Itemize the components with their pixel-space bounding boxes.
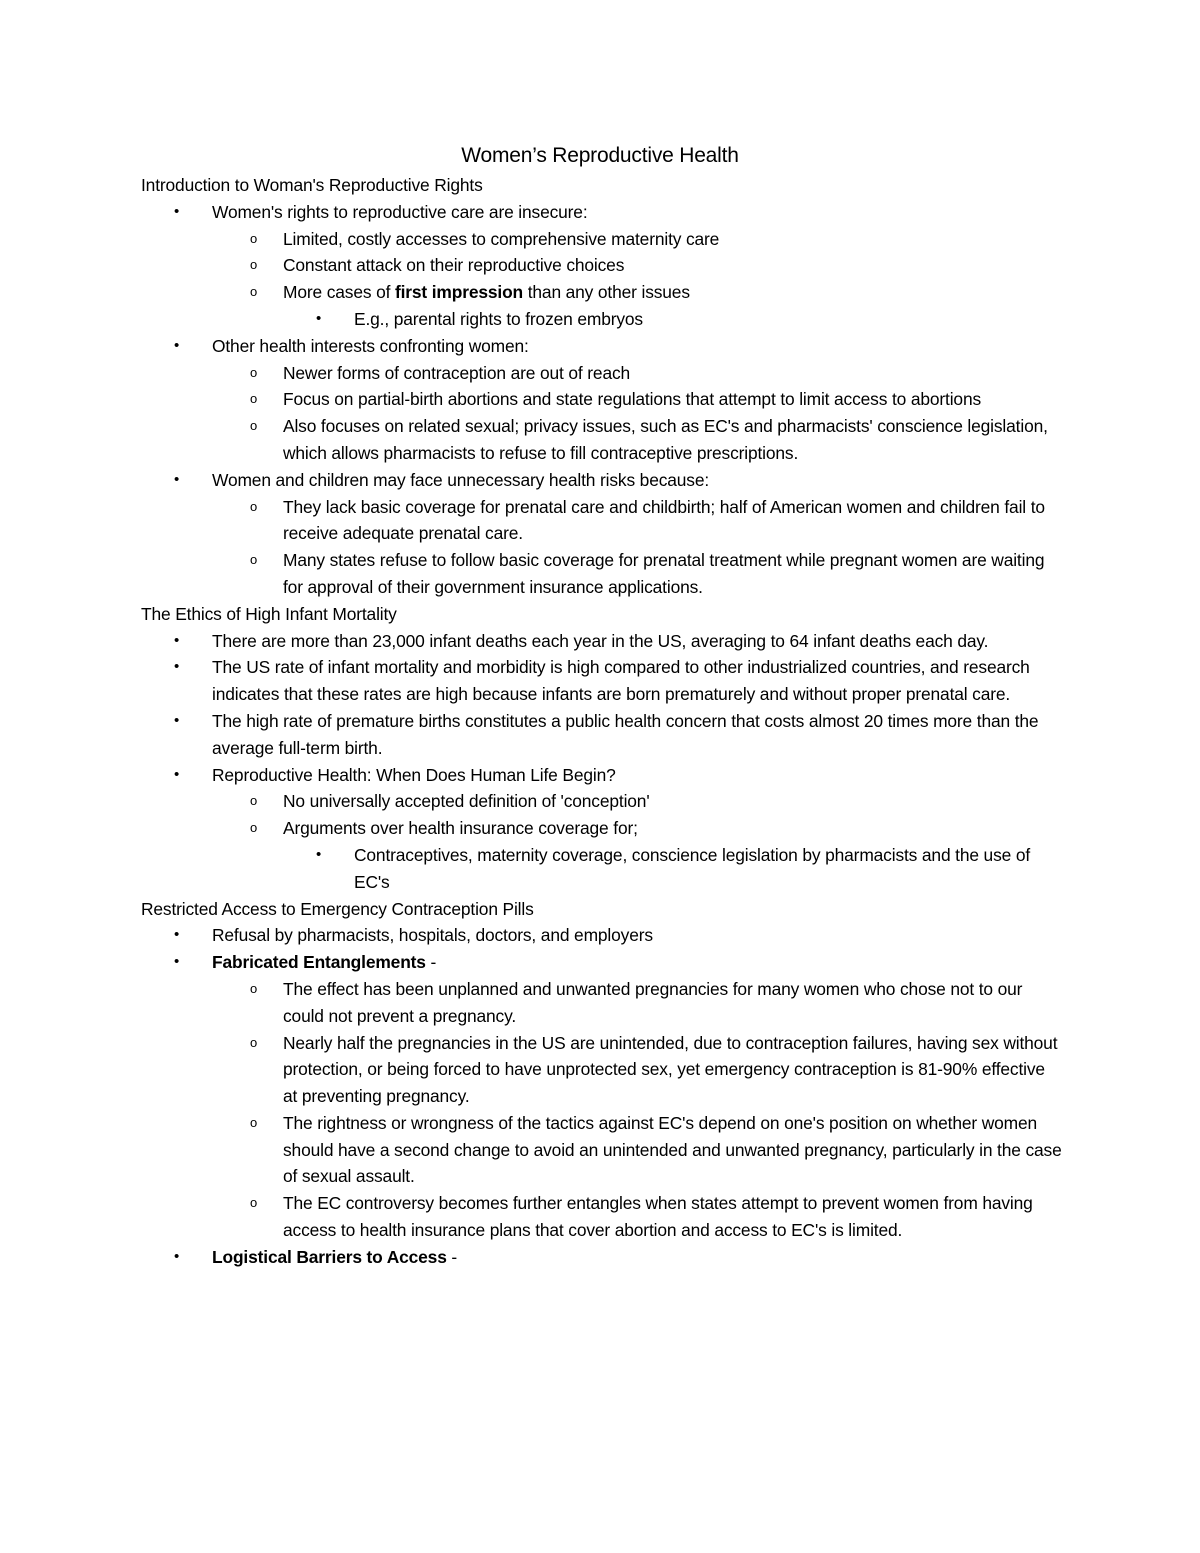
- sub-bullet-marker: o: [250, 391, 258, 407]
- sub-bullet-marker: o: [250, 498, 258, 514]
- bullet-text: Limited, costly accesses to comprehensive maternity care: [283, 228, 720, 249]
- sub-bullet-item: [0, 815, 1063, 842]
- bullet-item: [0, 708, 1062, 762]
- bullet-text: Nearly half the pregnancies in the US are unintended, due to contraception failures, having sex without protection, or being forced to have unprotected sex, yet emergency contraception is 81-90% effective at preventing pregnancy.: [283, 1032, 1058, 1107]
- bullet-item: [0, 654, 1062, 708]
- text-run: than any other issues: [523, 282, 690, 303]
- bullet-text: Contraceptives, maternity coverage, conscience legislation by pharmacists and the use of EC's: [354, 844, 1031, 892]
- sub-bullet-item: [0, 1030, 1063, 1110]
- text-run: -: [446, 1246, 458, 1267]
- sub-bullet-item: [0, 413, 1063, 467]
- bullet-marker: •: [174, 470, 180, 488]
- bullet-text: The rightness or wrongness of the tactics against EC's depend on one's position on whether women should have a second change to avoid an unintended and unwanted pregnancy, particularly in the case of sexual assault.: [283, 1112, 1062, 1187]
- sub-bullet-marker: o: [250, 230, 258, 246]
- bullet-item: [0, 467, 1062, 494]
- bullet-marker: •: [174, 711, 180, 729]
- sub-bullet-marker: o: [250, 1034, 258, 1050]
- sub-bullet-marker: o: [250, 980, 258, 996]
- sub-sub-bullet-marker: •: [316, 845, 322, 863]
- bullet-text: The US rate of infant mortality and morbidity is high compared to other industrialized countries, and research indicates that these rates are high because infants are born prematurely and without proper prenatal care.: [212, 657, 1030, 705]
- sub-bullet-marker: o: [250, 820, 258, 836]
- bullet-text: No universally accepted definition of 'conception': [283, 791, 650, 812]
- bullet-item: [0, 922, 1062, 949]
- bullet-text: There are more than 23,000 infant deaths each year in the US, averaging to 64 infant deaths each day.: [212, 630, 989, 651]
- text-run: More cases of: [283, 282, 395, 303]
- bullet-text: [283, 279, 1063, 306]
- bullet-text: Focus on partial-birth abortions and state regulations that attempt to limit access to abortions: [283, 389, 982, 410]
- sub-bullet-item: [0, 226, 1063, 253]
- bullet-text: Newer forms of contraception are out of reach: [283, 362, 631, 383]
- sub-bullet-marker: o: [250, 284, 258, 300]
- bullet-text: Women and children may face unnecessary health risks because:: [212, 469, 710, 490]
- bullet-text: E.g., parental rights to frozen embryos: [354, 308, 643, 329]
- bullet-item: [0, 199, 1062, 226]
- bullet-marker: •: [174, 336, 180, 354]
- sub-bullet-item: [0, 386, 1063, 413]
- bullet-text: The EC controversy becomes further entangles when states attempt to prevent women from having access to health insurance plans that cover abortion and access to EC's is limited.: [283, 1193, 1033, 1241]
- bullet-text: Refusal by pharmacists, hospitals, doctors, and employers: [212, 925, 653, 946]
- bullet-text: The effect has been unplanned and unwanted pregnancies for many women who chose not to our could not prevent a pregnancy.: [283, 978, 1023, 1026]
- text-run: -: [425, 952, 437, 973]
- sub-bullet-marker: o: [250, 1114, 258, 1130]
- bullet-item: [0, 628, 1062, 655]
- bullet-text: Also focuses on related sexual; privacy issues, such as EC's and pharmacists' conscience legislation, which allows pharmacists to refuse to fill contraceptive prescriptions.: [283, 416, 1048, 463]
- bullet-marker: •: [174, 631, 180, 649]
- bullet-marker: •: [174, 202, 180, 220]
- section-heading-emergency-contraception: Restricted Access to Emergency Contraception Pills: [141, 898, 534, 919]
- bullet-text: Women's rights to reproductive care are insecure:: [212, 201, 588, 222]
- bullet-marker: •: [174, 926, 180, 944]
- sub-bullet-item: [0, 494, 1063, 548]
- bullet-item: [0, 762, 1062, 789]
- sub-sub-bullet-item: [0, 306, 1054, 333]
- bullet-text: The high rate of premature births constitutes a public health concern that costs almost 20 times more than the average full-term birth.: [212, 710, 1039, 758]
- bullet-text: Reproductive Health: When Does Human Life Begin?: [212, 764, 616, 785]
- sub-bullet-item: [0, 976, 1063, 1030]
- bold-term: Logistical Barriers to Access: [212, 1246, 447, 1267]
- bullet-item: [0, 949, 1062, 976]
- bullet-marker: •: [174, 953, 180, 971]
- document-title: Women’s Reproductive Health: [461, 144, 739, 167]
- bullet-item: [0, 1244, 1062, 1271]
- sub-sub-bullet-item: [0, 842, 1054, 896]
- bullet-item: [0, 333, 1062, 360]
- sub-sub-bullet-marker: •: [316, 309, 322, 327]
- sub-bullet-marker: o: [250, 257, 258, 273]
- section-heading-reproductive-rights: Introduction to Woman's Reproductive Rights: [141, 175, 483, 195]
- sub-bullet-item: [0, 547, 1063, 601]
- sub-bullet-marker: o: [250, 418, 258, 434]
- document-body: [0, 172, 1200, 1271]
- bullet-text: Constant attack on their reproductive choices: [283, 255, 625, 276]
- bullet-text: Many states refuse to follow basic coverage for prenatal treatment while pregnant women are waiting for approval of their government insurance applications.: [283, 550, 1045, 597]
- bullet-marker: •: [174, 658, 180, 676]
- bullet-text: [212, 949, 1062, 976]
- bullet-text: [212, 1244, 1062, 1271]
- section-heading-infant-mortality: The Ethics of High Infant Mortality: [141, 603, 397, 624]
- sub-bullet-item: [0, 788, 1063, 815]
- bold-term: Fabricated Entanglements: [212, 952, 426, 973]
- bullet-text: They lack basic coverage for prenatal care and childbirth; half of American women and children fail to receive adequate prenatal care.: [283, 496, 1045, 544]
- sub-bullet-item: [0, 1190, 1063, 1244]
- sub-bullet-item: [0, 1110, 1063, 1190]
- bullet-marker: •: [174, 1247, 180, 1265]
- sub-bullet-item: [0, 279, 1063, 306]
- sub-bullet-marker: o: [250, 1195, 258, 1211]
- bullet-marker: •: [174, 765, 180, 783]
- sub-bullet-item: [0, 252, 1063, 279]
- bold-term: first impression: [394, 282, 524, 303]
- sub-bullet-item: [0, 360, 1063, 387]
- bullet-text: Other health interests confronting women:: [212, 335, 529, 356]
- sub-bullet-marker: o: [250, 793, 258, 809]
- bullet-text: Arguments over health insurance coverage for;: [283, 818, 638, 839]
- sub-bullet-marker: o: [250, 364, 258, 380]
- sub-bullet-marker: o: [250, 552, 258, 568]
